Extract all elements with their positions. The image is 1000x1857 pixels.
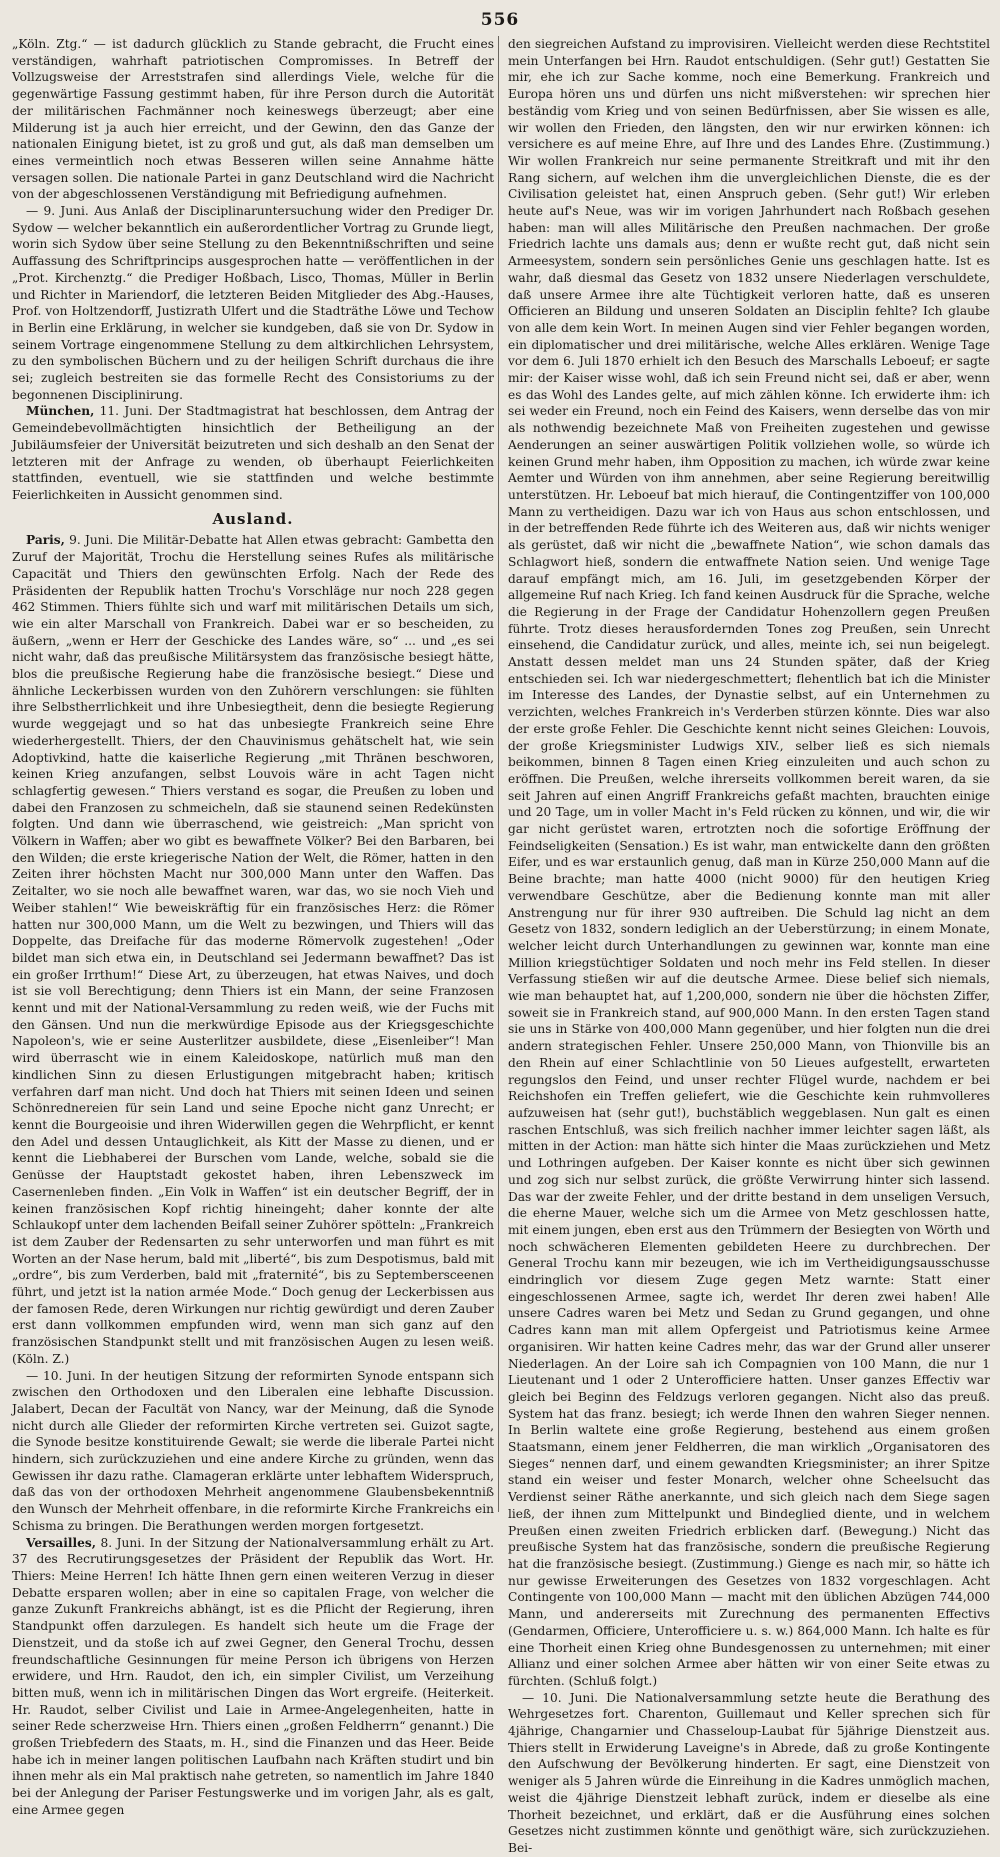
article-synode: — 10. Juni. In der heutigen Sitzung der reformirten Synode entspann sich zwischen den Orthodoxen und den Liberalen eine lebhafte Discussion. Jalabert, Decan der Facultät von Nancy, war der Meinung, daß die Synode nicht durch alle Glieder der reformirten Kirche vertreten sei. Guizot sagte, die Synode besitze konstituirende Gewalt; sie werde die liberale Partei nicht hindern, sich zurückzuziehen und eine andere Kirche zu gründen, wenn das Gewissen ihr dazu rathe. Clamageran erklärte unter lebhaftem Widerspruch, daß das von der orthodoxen Mehrheit angenommene Glaubensbekenntniß den Wunsch der Mehrheit offenbare, in die reformirte Kirche Frankreichs ein Schisma zu bringen. Die Berathungen werden morgen fortgesetzt. <box>12 1368 494 1533</box>
left-column <box>12 36 494 1817</box>
dateline-paris: Paris, <box>26 533 65 548</box>
dateline-versailles: Versailles, <box>26 1535 97 1550</box>
article-muenchen-text: 11. Juni. Der Stadtmagistrat hat beschlossen, dem Antrag der Gemeindebevollmächtigten hinsichtlich der Betheiligung an der Jubiläumsfeier der Universität beizutreten und sich deshalb an den Senat der letzteren mit der Anfrage zu wenden, ob überhaupt Feierlichkeiten stattfinden, eventuell, wie sie stattfinden und welche bestimmte Feierlichkeiten in Aussicht genommen sind. <box>12 404 494 502</box>
article-paris <box>12 532 494 1367</box>
article-paris-text: 9. Juni. Die Militär-Debatte hat Allen etwas gebracht: Gambetta den Zuruf der Majorität, Trochu die Herstellung seines Rufes als militärische Capacität und Thiers den gewünschten Erfolg. Nach der Rede des Präsidenten der Republik hatten Trochu's Vorschläge nur noch 228 gegen 462 Stimmen. Thiers fühlte sich und warf mit militärischen Details um sich, wie ein alter Marschall von Frankreich. Dabei war er so bescheiden, zu äußern, „wenn er Herr der Geschicke des Landes wäre, so“ ... und „es sei nicht wahr, daß das preußische Militärsystem das französische besiegt hätte, blos die preußische Regierung habe die französische besiegt.“ Diese und ähnliche Leckerbissen wurden von den Zuhörern verschlungen: sie fühlten ihre Selbstherrlichkeit und ihre Unbesiegtheit, denn die besiegte Regierung wurde weggejagt und so hat das unbesiegte Frankreich seine Ehre wiederhergestellt. Thiers, der den Chauvinismus gehätschelt hat, wie sein Adoptivkind, hatte die kaiserliche Regierung „mit Thränen beschworen, keinen Krieg anzufangen, selbst Louvois wäre in acht Tagen nicht schlagfertig gewesen.“ Thiers verstand es sogar, die Preußen zu loben und dabei den Franzosen zu schmeicheln, daß sie staunend seinen Redekünsten folgten. Und dann wie überraschend, wie geistreich: „Man spricht von Völkern in Waffen; aber wo gibt es bewaffnete Völker? Bei den Barbaren, bei den Wilden; die erste kriegerische Nation der Welt, die Römer, hatten in den Zeiten ihrer höchsten Macht nur 300,000 Mann unter den Waffen. Das Zeitalter, wo sie noch alle bewaffnet waren, war das, wo sie noch Vieh und Weiber stahlen!“ Wie beweiskräftig für ein französisches Herz: die Römer hatten nur 300,000 Mann, um die Welt zu bezwingen, und Thiers will das Doppelte, das Dreifache für das moderne Römervolk zugestehen! „Oder bildet man sich etwa ein, in Deutschland sei Jedermann bewaffnet? Das ist ein großer Irrthum!“ Diese Art, zu überzeugen, hat etwas Naives, und doch ist sie voll Berechtigung; denn Thiers ist ein Mann, der seine Franzosen kennt und mit der National-Versammlung zu reden weiß, wie der Fuchs mit den Gänsen. Und nun die merkwürdige Episode aus der Kriegsgeschichte Napoleon's, wie er seine Austerlitzer ausbildete, diese „Eisenleiber“! Man wird überrascht wie in einem Kaleidoskope, natürlich muß man den kindlichen Sinn zu diesen Erlustigungen mitgebracht haben; kritisch verfahren darf man nicht. Und doch hat Thiers mit seinen Ideen und seinen Schönrednereien für sein Land und seine Epoche nicht ganz Unrecht; er kennt die Bourgeoisie und ihren Widerwillen gegen die Wehrpflicht, er kennt den Adel und dessen Untauglichkeit, als Kitt der Masse zu dienen, und er kennt die Liebhaberei der Burschen vom Lande, welche, sobald sie die Genüsse der Hauptstadt gekostet haben, ihren Lebenszweck im Casernenleben finden. „Ein Volk in Waffen“ ist ein deutscher Begriff, der in keinen französischen Kopf richtig hineingeht; daher konnte der alte Schlaukopf unter dem lachenden Beifall seiner Zuhörer spötteln: „Frankreich ist dem Zauber der Redensarten zu sehr unterworfen und man führt es mit Worten an der Nase herum, bald mit „liberté“, bis zum Despotismus, bald mit „ordre“, bis zum Verderben, bald mit „fraternité“, bis zu Septembersceenen führt, und jetzt ist la nation armée Mode.“ Doch genug der Leckerbissen aus der famosen Rede, deren Wirkungen nur richtig gewürdigt und deren Zauber erst dann vollkommen empfunden wird, wenn man sich ganz auf den französischen Standpunkt stellt und mit französischen Augen zu lesen weiß. (Köln. Z.) <box>12 533 494 1366</box>
section-heading-ausland: Ausland. <box>212 509 294 528</box>
article-versailles <box>12 1535 494 1819</box>
article-koeln-zeitung: „Köln. Ztg.“ — ist dadurch glücklich zu Stande gebracht, die Frucht eines verständigen, wahrhaft patriotischen Compromisses. In Betreff der Vollzugsweise der Arreststrafen sind allerdings Viele, welche für die gegenwärtige Fassung gestimmt haben, für ihre Person durch die Autorität der militärischen Fachmänner noch keineswegs überzeugt; aber eine Milderung ist ja auch hier erreicht, und der Gewinn, den das Ganze der nationalen Einigung bietet, ist zu groß und gut, als daß man demselben um eines vermeintlich noch etwas Besseren willen seine Annahme hätte versagen sollen. Die nationale Partei in ganz Deutschland wird die Nachricht von der abgeschlossenen Verständigung mit Befriedigung aufnehmen. <box>12 37 494 202</box>
column-divider <box>498 36 499 1512</box>
article-versailles-text: 8. Juni. In der Sitzung der Nationalversammlung erhält zu Art. 37 des Recrutirungsgesetzes der Präsident der Republik das Wort. Hr. Thiers: Meine Herren! Ich hätte Ihnen gern einen weiteren Verzug in dieser Debatte ersparen wollen; aber in eine so capitalen Frage, von welcher die ganze Zukunft Frankreichs abhängt, ist es die Pflicht der Regierung, ihren Standpunkt offen darzulegen. Es handelt sich heute um die Frage der Dienstzeit, und da stoße ich auf zwei Gegner, den General Trochu, dessen freundschaftliche Gesinnungen für meine Person ich übrigens von Herzen erwidere, und Hrn. Raudot, den ich, ein simpler Civilist, um Verzeihung bitten muß, wenn ich in militärischen Dingen das Wort ergreife. (Heiterkeit. Hr. Raudot, selber Civilist und Laie in Armee-Angelegenheiten, hatte in seiner Rede scherzweise Hrn. Thiers einen „großen Feldherrn“ genannt.) Die großen Triebfedern des Staats, m. H., sind die Finanzen und das Heer. Beide habe ich in meiner langen politischen Laufbahn nach Kräften studirt und bin ihnen mehr als ein Mal praktisch nahe getreten, so namentlich im Jahre 1840 bei der Anlegung der Pariser Festungswerke und im vorigen Jahr, als es galt, eine Armee gegen <box>12 1535 494 1817</box>
right-column <box>508 36 990 1855</box>
page-number: 556 <box>480 10 520 30</box>
article-sydow: — 9. Juni. Aus Anlaß der Disciplinaruntersuchung wider den Prediger Dr. Sydow — welcher bekanntlich ein außerordentlicher Vortrag zu Grunde liegt, worin sich Sydow über seine Stellung zu den Bekenntnißschriften und seine Auffassung des Schriftprincips ausgesprochen hatte — veröffentlichen in der „Prot. Kirchenztg.“ die Prediger Hoßbach, Lisco, Thomas, Müller in Berlin und Richter in Mariendorf, die letzteren Beiden Mitglieder des Abg.-Hauses, Prof. von Holtzendorff, Justizrath Ulfert und die Stadträthe Löwe und Techow in Berlin eine Erklärung, in welcher sie kundgeben, daß sie von Dr. Sydow in seinem Vortrage eingenommene Stellung zu dem altkirchlichen Lehrsystem, zu den symbolischen Büchern und zu der heiligen Schrift durchaus die ihre sei; zugleich bestreiten sie das formelle Recht des Consistoriums zu der begonnenen Disciplinirung. <box>12 204 494 402</box>
article-thiers-speech: den siegreichen Aufstand zu improvisiren. Vielleicht werden diese Rechtstitel mein Unterfangen bei Hrn. Raudot entschuldigen. (Sehr gut!) Gestatten Sie mir, ehe ich zur Sache komme, noch eine Bemerkung. Frankreich und Europa hören uns und dürfen uns nicht mißverstehen: wir sprechen hier beständig vom Krieg und von seinen Bedürfnissen, aber Sie wissen es alle, wir wollen den Frieden, den längsten, den wir nur erwirken können: ich versichere es auf meine Ehre, auf Ihre und des Landes Ehre. (Zustimmung.) Wir wollen Frankreich nur seine permanente Streitkraft und mit ihr den Rang sichern, auf welchen ihm die unvergleichlichen Dienste, die es der Civilisation geleistet hat, einen Anspruch geben. (Sehr gut!) Wir erleben heute auf's Neue, was wir im vorigen Jahrhundert nach Roßbach gesehen haben: man will alles Militärische den Preußen nachmachen. Der große Friedrich lachte uns damals aus; denn er wußte recht gut, daß nicht sein Armeesystem, sondern sein persönliches Genie uns geschlagen hatte. Ist es wahr, daß diesmal das Gesetz von 1832 unsere Niederlagen verschuldete, daß unsere Armee ihre alte Tüchtigkeit verloren hatte, daß es unseren Officieren an Bildung und unseren Soldaten an Disciplin fehlte? Ich glaube von alle dem kein Wort. In meinen Augen sind vier Fehler begangen worden, ein diplomatischer und drei militärische, welche Alles erklären. Wenige Tage vor dem 6. Juli 1870 erhielt ich den Besuch des Marschalls Leboeuf; er sagte mir: der Kaiser wisse wohl, daß ich sein Freund nicht sei, daß er aber, wenn es das Wohl des Landes gelte, auf mich zählen könne. Ich erwiderte ihm: ich sei weder ein Freund, noch ein Feind des Kaisers, wenn derselbe das von mir als nothwendig bezeichnete Maß von Freiheiten zugestehen und gewisse Aenderungen an seiner auswärtigen Politik vollziehen wolle, so würde ich keinen Grund mehr haben, ihm Opposition zu machen, ich würde zwar keine Aemter und Würden von ihm annehmen, aber seine Regierung bereitwillig unterstützen. Hr. Leboeuf bat mich hierauf, die Contingentziffer von 100,000 Mann zu vertheidigen. Dazu war ich von Haus aus schon entschlossen, und in der betreffenden Rede führte ich des Weiteren aus, daß wir nichts weniger als gerüstet, daß wir nicht die „bewaffnete Nation“, wie schon damals das Schlagwort hieß, sondern die entwaffnete Nation seien. Und wenige Tage darauf empfängt mich, am 16. Juli, im gesetzgebenden Körper der allgemeine Ruf nach Krieg. Ich fand keinen Ausdruck für die Sprache, welche die Regierung in der Frage der Candidatur Hohenzollern gegen Preußen führte. Trotz dieses herausfordernden Tones zog Preußen, sein Unrecht einsehend, die Candidatur zurück, und alles, meinte ich, sei nun beigelegt. Anstatt dessen meldet man uns 24 Stunden später, daß der Krieg entschieden sei. Ich war niedergeschmettert; flehentlich bat ich die Minister im Interesse des Landes, der Dynastie selbst, auf ein Unternehmen zu verzichten, welches Frankreich in's Verderben stürzen könnte. Dies war also der erste große Fehler. Die Geschichte kennt nicht seines Gleichen: Louvois, der große Kriegsminister Ludwigs XIV., selber ließ es sich niemals beikommen, binnen 8 Tagen einen Krieg einzuleiten und auch schon zu eröffnen. Die Preußen, welche ihrerseits vollkommen bereit waren, da sie seit Jahren auf einen Angriff Frankreichs gefaßt machten, brauchten einige und 20 Tage, um in voller Macht in's Feld rücken zu können, und wir, die wir gar nicht gerüstet waren, ertrotzten noch die sofortige Eröffnung der Feindseligkeiten (Sensation.) Es ist wahr, man entwickelte dann den größten Eifer, und es war erstaunlich genug, daß man in Kürze 250,000 Mann auf die Beine brachte; man hatte 4000 (nicht 9000) für den heutigen Krieg verwendbare Geschütze, aber die Bedienung konnte man mit aller Anstrengung nur für ihrer 930 auftreiben. Die Schuld lag nicht an dem Gesetz von 1832, sondern lediglich an der Ueberstürzung; in einem Monate, welcher leicht durch Unterhandlungen zu gewinnen war, konnte man eine Million kriegstüchtiger Soldaten und noch mehr ins Feld stellen. In dieser Verfassung stießen wir auf die deutsche Armee. Diese belief sich niemals, wie man behauptet hat, auf 1,200,000, sondern nie über die höchsten Ziffer, soweit sie in Frankreich stand, auf 900,000 Mann. In den ersten Tagen stand sie uns in Stärke von 400,000 Mann gegenüber, und hier folgten nun die drei andern strategischen Fehler. Unsere 250,000 Mann, von Thionville bis an den Rhein auf einer Schlachtlinie von 50 Lieues aufgestellt, erwarteten regungslos den Feind, und unser rechter Flügel wurde, nachdem er bei Reichshofen ein Treffen geliefert, wie die Geschichte kein ruhmvolleres aufzuweisen hat (sehr gut!), buchstäblich weggeblasen. Nun galt es einen raschen Entschluß, was sich freilich nachher immer leichter sagen läßt, als mitten in der Action: man hätte sich hinter die Maas zurückziehen und Metz und Lothringen aufgeben. Der Kaiser konnte es nicht über sich gewinnen und zog sich nur selbst zurück, die größte Verwirrung hinter sich lassend. Das war der zweite Fehler, und der dritte bestand in dem unseligen Versuch, die eherne Mauer, welche sich um die Armee von Metz geschlossen hatte, mit einem jungen, eben erst aus den Trümmern der Besiegten von Wörth und noch schwächeren Elementen gebildeten Heere zu durchbrechen. Der General Trochu kann mir bezeugen, wie ich im Vertheidigungsausschusse eindringlich vor diesem Zuge gegen Metz warnte: Statt einer eingeschlossenen Armee, sagte ich, werdet Ihr deren zwei haben! Alle unsere Cadres waren bei Metz und Sedan zu Grund gegangen, und ohne Cadres kann man mit allem Opfergeist und Patriotismus keine Armee organisiren. Wir hatten keine Cadres mehr, das war der Grund aller unserer Niederlagen. An der Loire sah ich Compagnien von 100 Mann, die nur 1 Lieutenant und 1 oder 2 Unterofficiere hatten. Unser ganzes Effectiv war gleich bei Beginn des Feldzugs verloren gegangen. Nicht also das preuß. System hat das franz. besiegt; ich werde Ihnen den wahren Sieger nennen. In Berlin waltete eine große Regierung, bestehend aus einem großen Staatsmann, einem jener Feldherren, die man wirklich „Organisatoren des Sieges“ nennen darf, und einem gewandten Kriegsminister; an ihrer Spitze stand ein weiser und fester Monarch, welcher ohne Scheelsucht das Verdienst seiner Räthe anerkannte, und sich gleich nach dem Siege sagen ließ, der ihnen zum Mittelpunkt und Bindeglied diente, und in welchem Preußen einen zweiten Friedrich erblicken darf. (Bewegung.) Nicht das preußische System hat das französische, sondern die preußische Regierung hat die französische besiegt. (Zustimmung.) Gienge es nach mir, so hätte ich nur gewisse Erweiterungen des Gesetzes von 1832 vorgeschlagen. Acht Contingente von 100,000 Mann — macht mit den üblichen Abzügen 744,000 Mann, und andererseits mit Zurechnung des permanenten Effectivs (Gendarmen, Officiere, Unterofficiere u. s. w.) 864,000 Mann. Ich halte es für eine Thorheit einen Krieg ohne Bundesgenossen zu unternehmen; mit einer Allianz und einer solchen Armee aber hätten wir von einer Seite etwas zu fürchten. (Schluß folgt.) <box>508 37 990 1688</box>
article-wehrgesetz: — 10. Juni. Die Nationalversammlung setzte heute die Berathung des Wehrgesetzes fort. Charenton, Guillemaut und Keller sprechen sich für 4jährige, Changarnier und Chasseloup-Laubat für 5jährige Dienstzeit aus. Thiers stellt in Erwiderung Laveigne's in Abrede, daß zu große Kontingente den Aufschwung der Bevölkerung hinderten. Er sagt, eine Dienstzeit von weniger als 5 Jahren würde die Einreihung in die Kadres unmöglich machen, weist die 4jährige Dienstzeit lebhaft zurück, indem er dieselbe als eine Thorheit bezeichnet, und erklärt, daß er die Ausführung eines solchen Gesetzes nicht zustimmen könnte und genöthigt wäre, sich zurückzuziehen. Bei- <box>508 1690 990 1855</box>
dateline-muenchen: München, <box>26 404 95 419</box>
article-muenchen <box>12 403 494 503</box>
